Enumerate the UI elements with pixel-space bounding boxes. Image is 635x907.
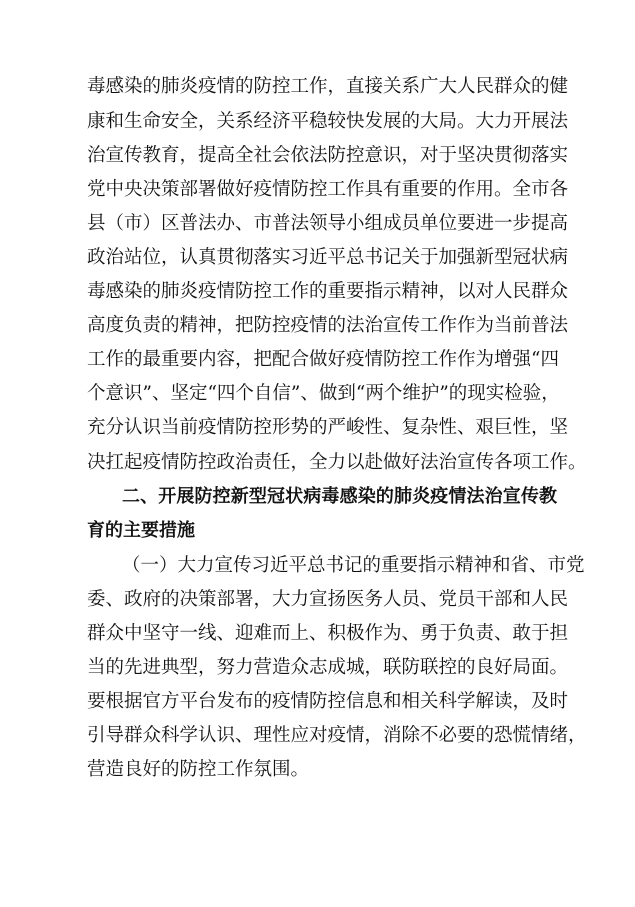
paragraph-2-line-7: 营造良好的防控工作氛围。: [87, 759, 310, 780]
paragraph-1-line-2: 康和生命安全，关系经济平稳较快发展的大局。大力开展法: [87, 111, 569, 132]
paragraph-2-line-4: 当的先进典型，努力营造众志成城，联防联控的良好局面。: [87, 657, 569, 678]
paragraph-1-line-7: 毒感染的肺炎疫情防控工作的重要指示精神，以对人民群众: [87, 281, 569, 302]
paragraph-1-line-9: 工作的最重要内容，把配合做好疫情防控工作作为增强“四: [87, 349, 559, 370]
paragraph-2-line-2: 委、政府的决策部署，大力宣扬医务人员、党员干部和人民: [87, 589, 569, 610]
paragraph-2-line-6: 引导群众科学认识、理性应对疫情，消除不必要的恐慌情绪，: [87, 725, 587, 746]
paragraph-2-line-5: 要根据官方平台发布的疫情防控信息和相关科学解读，及时: [87, 691, 569, 712]
paragraph-1-line-5: 县（市）区普法办、市普法领导小组成员单位要进一步提高: [87, 213, 569, 234]
paragraph-1-line-4: 党中央决策部署做好疫情防控工作具有重要的作用。全市各: [87, 179, 569, 200]
paragraph-1-line-11: 充分认识当前疫情防控形势的严峻性、复杂性、艰巨性，坚: [87, 417, 569, 438]
paragraph-1-line-6: 政治站位，认真贯彻落实习近平总书记关于加强新型冠状病: [87, 247, 569, 268]
paragraph-1-line-3: 治宣传教育，提高全社会依法防控意识，对于坚决贯彻落实: [87, 145, 569, 166]
paragraph-2-line-3: 群众中坚守一线、迎难而上、积极作为、勇于负责、敢于担: [87, 623, 569, 644]
paragraph-1-line-12: 决扛起疫情防控政治责任，全力以赴做好法治宣传各项工作。: [87, 452, 587, 473]
paragraph-2-line-1: （一）大力宣传习近平总书记的重要指示精神和省、市党: [122, 555, 585, 576]
paragraph-1-line-10: 个意识”、坚定“四个自信”、做到“两个维护”的现实检验，: [87, 383, 560, 404]
section-heading-line-1: 二、开展防控新型冠状病毒感染的肺炎疫情法治宣传教: [122, 486, 557, 507]
paragraph-1-line-8: 高度负责的精神，把防控疫情的法治宣传工作作为当前普法: [87, 315, 569, 336]
section-heading-line-2: 育的主要措施: [87, 520, 195, 541]
paragraph-1-line-1: 毒感染的肺炎疫情的防控工作，直接关系广大人民群众的健: [87, 76, 569, 97]
